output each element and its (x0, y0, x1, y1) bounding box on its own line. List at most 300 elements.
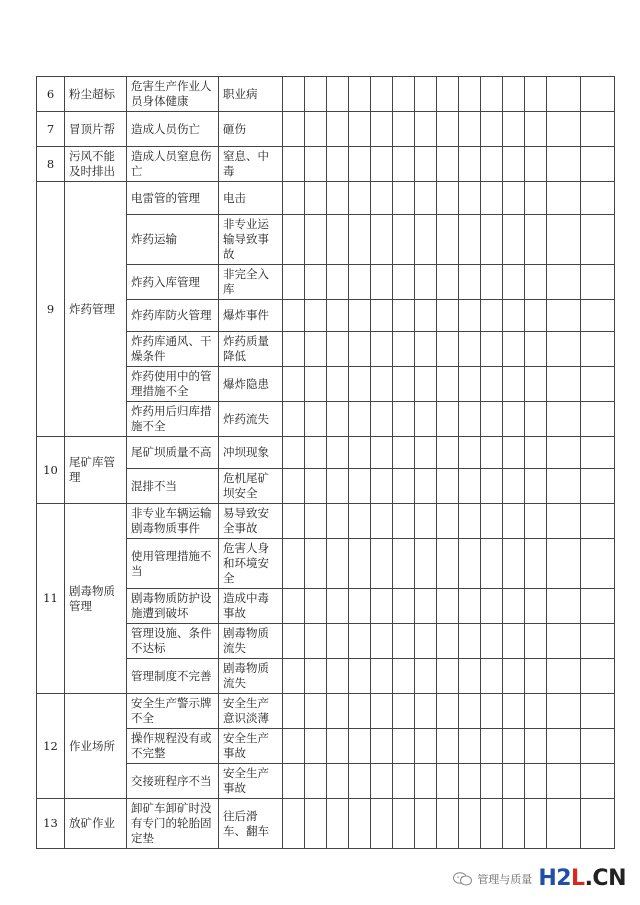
empty-assessment-cell (327, 265, 349, 300)
empty-assessment-cell (525, 624, 547, 659)
empty-assessment-cell (371, 112, 393, 147)
hazard-item: 炸药管理 (65, 182, 127, 437)
empty-assessment-cell (415, 504, 437, 539)
empty-assessment-cell (525, 77, 547, 112)
empty-assessment-cell (437, 469, 459, 504)
empty-assessment-cell (349, 402, 371, 437)
hazard-effect: 职业病 (219, 77, 283, 112)
empty-assessment-cell (437, 799, 459, 849)
hazard-cause: 管理设施、条件不达标 (127, 624, 219, 659)
empty-assessment-cell (547, 729, 581, 764)
empty-assessment-cell (349, 469, 371, 504)
empty-assessment-cell (305, 799, 327, 849)
empty-assessment-cell (581, 437, 615, 469)
empty-assessment-cell (437, 539, 459, 589)
empty-assessment-cell (503, 469, 525, 504)
empty-assessment-cell (415, 694, 437, 729)
empty-assessment-cell (547, 367, 581, 402)
hazard-cause: 卸矿车卸矿时没有专门的轮胎固定垫 (127, 799, 219, 849)
empty-assessment-cell (415, 402, 437, 437)
empty-assessment-cell (481, 265, 503, 300)
empty-assessment-cell (547, 182, 581, 215)
empty-assessment-cell (393, 659, 415, 694)
watermark-brand: 管理与质量 (477, 872, 533, 886)
empty-assessment-cell (437, 694, 459, 729)
hazard-cause: 炸药使用中的管理措施不全 (127, 367, 219, 402)
empty-assessment-cell (525, 729, 547, 764)
row-number: 6 (37, 77, 65, 112)
empty-assessment-cell (327, 469, 349, 504)
empty-assessment-cell (503, 589, 525, 624)
empty-assessment-cell (327, 332, 349, 367)
row-number: 8 (37, 147, 65, 182)
empty-assessment-cell (481, 437, 503, 469)
empty-assessment-cell (327, 77, 349, 112)
empty-assessment-cell (371, 300, 393, 332)
empty-assessment-cell (503, 694, 525, 729)
empty-assessment-cell (393, 469, 415, 504)
empty-assessment-cell (503, 764, 525, 799)
empty-assessment-cell (581, 182, 615, 215)
empty-assessment-cell (349, 589, 371, 624)
empty-assessment-cell (481, 215, 503, 265)
empty-assessment-cell (371, 729, 393, 764)
empty-assessment-cell (415, 624, 437, 659)
empty-assessment-cell (283, 437, 305, 469)
empty-assessment-cell (371, 624, 393, 659)
empty-assessment-cell (371, 469, 393, 504)
empty-assessment-cell (415, 332, 437, 367)
empty-assessment-cell (503, 77, 525, 112)
empty-assessment-cell (547, 332, 581, 367)
hazard-cause: 操作规程没有或不完整 (127, 729, 219, 764)
empty-assessment-cell (547, 77, 581, 112)
empty-assessment-cell (349, 77, 371, 112)
empty-assessment-cell (415, 147, 437, 182)
hazard-cause: 炸药库通风、干燥条件 (127, 332, 219, 367)
empty-assessment-cell (327, 539, 349, 589)
empty-assessment-cell (327, 624, 349, 659)
hazard-effect: 冲坝现象 (219, 437, 283, 469)
empty-assessment-cell (283, 764, 305, 799)
empty-assessment-cell (349, 539, 371, 589)
hazard-cause: 造成人员伤亡 (127, 112, 219, 147)
empty-assessment-cell (481, 729, 503, 764)
empty-assessment-cell (349, 112, 371, 147)
empty-assessment-cell (371, 215, 393, 265)
empty-assessment-cell (283, 77, 305, 112)
hazard-cause: 炸药入库管理 (127, 265, 219, 300)
empty-assessment-cell (393, 402, 415, 437)
empty-assessment-cell (305, 112, 327, 147)
empty-assessment-cell (481, 504, 503, 539)
empty-assessment-cell (581, 367, 615, 402)
empty-assessment-cell (581, 624, 615, 659)
hazard-effect: 爆炸隐患 (219, 367, 283, 402)
hazard-effect: 炸药流失 (219, 402, 283, 437)
empty-assessment-cell (415, 589, 437, 624)
empty-assessment-cell (481, 694, 503, 729)
hazard-cause: 炸药库防火管理 (127, 300, 219, 332)
empty-assessment-cell (503, 402, 525, 437)
empty-assessment-cell (503, 437, 525, 469)
hazard-effect: 剧毒物质流失 (219, 659, 283, 694)
empty-assessment-cell (305, 182, 327, 215)
empty-assessment-cell (525, 112, 547, 147)
empty-assessment-cell (547, 265, 581, 300)
empty-assessment-cell (327, 402, 349, 437)
empty-assessment-cell (481, 300, 503, 332)
empty-assessment-cell (393, 729, 415, 764)
table-row (37, 437, 615, 469)
empty-assessment-cell (459, 215, 481, 265)
empty-assessment-cell (415, 265, 437, 300)
hazard-cause: 使用管理措施不当 (127, 539, 219, 589)
empty-assessment-cell (437, 147, 459, 182)
empty-assessment-cell (503, 799, 525, 849)
empty-assessment-cell (459, 147, 481, 182)
empty-assessment-cell (459, 402, 481, 437)
hazard-cause: 危害生产作业人员身体健康 (127, 77, 219, 112)
empty-assessment-cell (459, 300, 481, 332)
empty-assessment-cell (371, 799, 393, 849)
empty-assessment-cell (283, 300, 305, 332)
empty-assessment-cell (283, 215, 305, 265)
empty-assessment-cell (283, 659, 305, 694)
empty-assessment-cell (393, 77, 415, 112)
empty-assessment-cell (459, 265, 481, 300)
empty-assessment-cell (283, 624, 305, 659)
empty-assessment-cell (503, 332, 525, 367)
empty-assessment-cell (581, 469, 615, 504)
empty-assessment-cell (371, 764, 393, 799)
row-number: 9 (37, 182, 65, 437)
table-row (37, 77, 615, 112)
empty-assessment-cell (581, 589, 615, 624)
empty-assessment-cell (503, 112, 525, 147)
empty-assessment-cell (459, 799, 481, 849)
empty-assessment-cell (481, 182, 503, 215)
empty-assessment-cell (415, 469, 437, 504)
hazard-item: 污风不能及时排出 (65, 147, 127, 182)
empty-assessment-cell (283, 799, 305, 849)
hazard-effect: 窒息、中毒 (219, 147, 283, 182)
empty-assessment-cell (371, 504, 393, 539)
empty-assessment-cell (349, 764, 371, 799)
empty-assessment-cell (305, 729, 327, 764)
empty-assessment-cell (481, 367, 503, 402)
empty-assessment-cell (503, 659, 525, 694)
hazard-item: 粉尘超标 (65, 77, 127, 112)
empty-assessment-cell (349, 504, 371, 539)
empty-assessment-cell (581, 799, 615, 849)
empty-assessment-cell (525, 332, 547, 367)
empty-assessment-cell (481, 112, 503, 147)
empty-assessment-cell (525, 694, 547, 729)
empty-assessment-cell (437, 332, 459, 367)
empty-assessment-cell (581, 77, 615, 112)
empty-assessment-cell (547, 764, 581, 799)
empty-assessment-cell (349, 729, 371, 764)
empty-assessment-cell (581, 300, 615, 332)
hazard-cause: 交接班程序不当 (127, 764, 219, 799)
empty-assessment-cell (305, 215, 327, 265)
empty-assessment-cell (459, 332, 481, 367)
empty-assessment-cell (437, 729, 459, 764)
row-number: 7 (37, 112, 65, 147)
empty-assessment-cell (393, 300, 415, 332)
empty-assessment-cell (415, 539, 437, 589)
empty-assessment-cell (437, 367, 459, 402)
empty-assessment-cell (393, 182, 415, 215)
empty-assessment-cell (393, 147, 415, 182)
empty-assessment-cell (481, 402, 503, 437)
empty-assessment-cell (283, 694, 305, 729)
hazard-effect: 非专业运输导致事故 (219, 215, 283, 265)
empty-assessment-cell (371, 437, 393, 469)
empty-assessment-cell (547, 504, 581, 539)
empty-assessment-cell (481, 764, 503, 799)
empty-assessment-cell (371, 402, 393, 437)
empty-assessment-cell (581, 764, 615, 799)
empty-assessment-cell (525, 265, 547, 300)
empty-assessment-cell (283, 182, 305, 215)
empty-assessment-cell (525, 469, 547, 504)
empty-assessment-cell (393, 112, 415, 147)
empty-assessment-cell (503, 265, 525, 300)
empty-assessment-cell (305, 332, 327, 367)
hazard-effect: 造成中毒事故 (219, 589, 283, 624)
empty-assessment-cell (525, 367, 547, 402)
empty-assessment-cell (371, 539, 393, 589)
hazard-cause: 电雷管的管理 (127, 182, 219, 215)
empty-assessment-cell (481, 539, 503, 589)
empty-assessment-cell (437, 265, 459, 300)
wechat-icon (453, 872, 473, 886)
empty-assessment-cell (459, 589, 481, 624)
empty-assessment-cell (581, 215, 615, 265)
hazard-item: 冒顶片帮 (65, 112, 127, 147)
empty-assessment-cell (415, 729, 437, 764)
empty-assessment-cell (415, 77, 437, 112)
empty-assessment-cell (393, 265, 415, 300)
empty-assessment-cell (349, 659, 371, 694)
empty-assessment-cell (415, 437, 437, 469)
empty-assessment-cell (459, 539, 481, 589)
empty-assessment-cell (437, 659, 459, 694)
empty-assessment-cell (503, 215, 525, 265)
empty-assessment-cell (503, 147, 525, 182)
empty-assessment-cell (481, 332, 503, 367)
empty-assessment-cell (393, 799, 415, 849)
empty-assessment-cell (415, 659, 437, 694)
empty-assessment-cell (503, 300, 525, 332)
empty-assessment-cell (547, 694, 581, 729)
empty-assessment-cell (283, 402, 305, 437)
empty-assessment-cell (459, 694, 481, 729)
hazard-effect: 爆炸事件 (219, 300, 283, 332)
empty-assessment-cell (503, 729, 525, 764)
empty-assessment-cell (349, 300, 371, 332)
empty-assessment-cell (393, 764, 415, 799)
hazard-cause: 管理制度不完善 (127, 659, 219, 694)
empty-assessment-cell (371, 659, 393, 694)
empty-assessment-cell (393, 437, 415, 469)
watermark-logo: H2L.CN (538, 866, 626, 891)
empty-assessment-cell (371, 694, 393, 729)
hazard-effect: 安全生产意识淡薄 (219, 694, 283, 729)
empty-assessment-cell (525, 402, 547, 437)
empty-assessment-cell (283, 729, 305, 764)
empty-assessment-cell (327, 437, 349, 469)
table-row (37, 504, 615, 539)
empty-assessment-cell (581, 504, 615, 539)
empty-assessment-cell (481, 469, 503, 504)
empty-assessment-cell (547, 402, 581, 437)
empty-assessment-cell (327, 799, 349, 849)
empty-assessment-cell (525, 215, 547, 265)
empty-assessment-cell (581, 265, 615, 300)
empty-assessment-cell (525, 659, 547, 694)
hazard-item: 尾矿库管理 (65, 437, 127, 504)
empty-assessment-cell (437, 215, 459, 265)
empty-assessment-cell (459, 469, 481, 504)
hazard-effect: 电击 (219, 182, 283, 215)
hazard-effect: 危机尾矿坝安全 (219, 469, 283, 504)
hazard-cause: 炸药运输 (127, 215, 219, 265)
hazard-cause: 混排不当 (127, 469, 219, 504)
empty-assessment-cell (393, 624, 415, 659)
row-number: 10 (37, 437, 65, 504)
empty-assessment-cell (547, 437, 581, 469)
empty-assessment-cell (581, 539, 615, 589)
empty-assessment-cell (459, 729, 481, 764)
empty-assessment-cell (525, 300, 547, 332)
empty-assessment-cell (503, 367, 525, 402)
hazard-cause: 尾矿坝质量不高 (127, 437, 219, 469)
empty-assessment-cell (305, 504, 327, 539)
empty-assessment-cell (547, 215, 581, 265)
empty-assessment-cell (437, 182, 459, 215)
empty-assessment-cell (525, 437, 547, 469)
empty-assessment-cell (349, 215, 371, 265)
empty-assessment-cell (305, 367, 327, 402)
empty-assessment-cell (503, 624, 525, 659)
empty-assessment-cell (481, 799, 503, 849)
empty-assessment-cell (305, 265, 327, 300)
hazard-item: 放矿作业 (65, 799, 127, 849)
empty-assessment-cell (459, 624, 481, 659)
empty-assessment-cell (349, 694, 371, 729)
empty-assessment-cell (349, 182, 371, 215)
empty-assessment-cell (371, 77, 393, 112)
empty-assessment-cell (525, 589, 547, 624)
table-row (37, 694, 615, 729)
empty-assessment-cell (459, 764, 481, 799)
empty-assessment-cell (327, 504, 349, 539)
empty-assessment-cell (581, 402, 615, 437)
empty-assessment-cell (481, 659, 503, 694)
empty-assessment-cell (305, 77, 327, 112)
empty-assessment-cell (547, 539, 581, 589)
empty-assessment-cell (393, 332, 415, 367)
empty-assessment-cell (283, 589, 305, 624)
empty-assessment-cell (371, 265, 393, 300)
empty-assessment-cell (415, 300, 437, 332)
empty-assessment-cell (437, 77, 459, 112)
empty-assessment-cell (349, 147, 371, 182)
empty-assessment-cell (415, 799, 437, 849)
empty-assessment-cell (437, 624, 459, 659)
empty-assessment-cell (305, 300, 327, 332)
row-number: 11 (37, 504, 65, 694)
empty-assessment-cell (393, 367, 415, 402)
empty-assessment-cell (305, 147, 327, 182)
empty-assessment-cell (283, 367, 305, 402)
empty-assessment-cell (327, 300, 349, 332)
watermark (453, 866, 626, 891)
hazard-item: 作业场所 (65, 694, 127, 799)
empty-assessment-cell (327, 694, 349, 729)
empty-assessment-cell (481, 624, 503, 659)
empty-assessment-cell (305, 624, 327, 659)
hazard-effect: 剧毒物质流失 (219, 624, 283, 659)
empty-assessment-cell (305, 539, 327, 589)
empty-assessment-cell (283, 147, 305, 182)
risk-assessment-table (36, 76, 615, 849)
hazard-effect: 炸药质量降低 (219, 332, 283, 367)
empty-assessment-cell (547, 624, 581, 659)
empty-assessment-cell (481, 77, 503, 112)
hazard-effect: 易导致安全事故 (219, 504, 283, 539)
empty-assessment-cell (459, 112, 481, 147)
empty-assessment-cell (547, 799, 581, 849)
empty-assessment-cell (525, 799, 547, 849)
empty-assessment-cell (305, 437, 327, 469)
empty-assessment-cell (283, 265, 305, 300)
empty-assessment-cell (349, 332, 371, 367)
empty-assessment-cell (415, 215, 437, 265)
empty-assessment-cell (371, 367, 393, 402)
empty-assessment-cell (349, 624, 371, 659)
empty-assessment-cell (371, 332, 393, 367)
empty-assessment-cell (481, 147, 503, 182)
empty-assessment-cell (305, 694, 327, 729)
empty-assessment-cell (305, 659, 327, 694)
empty-assessment-cell (525, 539, 547, 589)
empty-assessment-cell (283, 504, 305, 539)
empty-assessment-cell (437, 589, 459, 624)
empty-assessment-cell (327, 147, 349, 182)
empty-assessment-cell (349, 437, 371, 469)
empty-assessment-cell (371, 182, 393, 215)
empty-assessment-cell (437, 300, 459, 332)
hazard-effect: 非完全入库 (219, 265, 283, 300)
empty-assessment-cell (393, 694, 415, 729)
empty-assessment-cell (547, 589, 581, 624)
empty-assessment-cell (459, 437, 481, 469)
empty-assessment-cell (327, 764, 349, 799)
empty-assessment-cell (547, 300, 581, 332)
hazard-effect: 危害人身和环境安全 (219, 539, 283, 589)
table-row (37, 112, 615, 147)
empty-assessment-cell (305, 589, 327, 624)
empty-assessment-cell (283, 469, 305, 504)
hazard-cause: 造成人员窒息伤亡 (127, 147, 219, 182)
table-row (37, 182, 615, 215)
empty-assessment-cell (503, 182, 525, 215)
empty-assessment-cell (437, 437, 459, 469)
